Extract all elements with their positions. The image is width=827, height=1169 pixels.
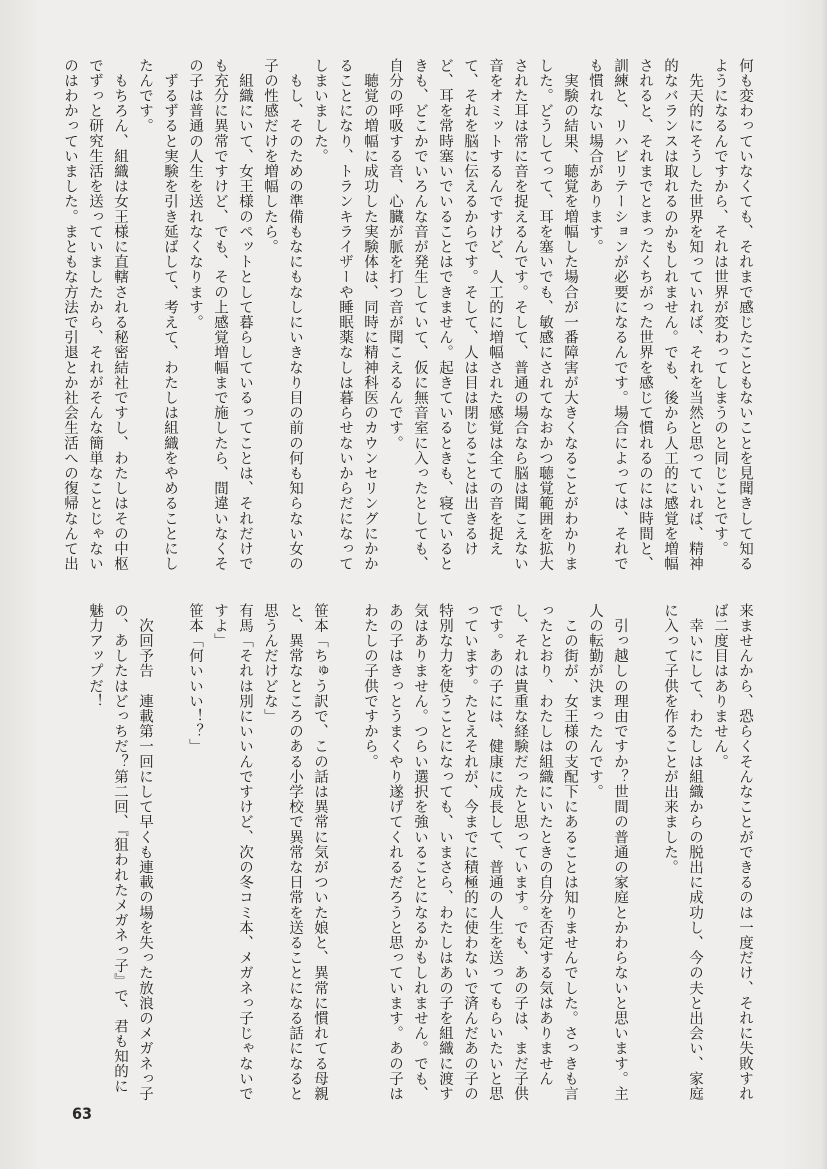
page-edge-shadow [821, 0, 827, 1169]
main-text-lower-block: 来ませんから、恐らくそんなことができるのは一度だけ、それに失敗すれば二度目はありません。 幸いにして、わたしは組織からの脱出に成功し、今の夫と出会い、家庭に入って子供を作ることが出来ました。 引っ越しの理由ですか？世間の普通の家庭とかわらないと思います。主人の転勤が決まったんです。 この街が、女王様の支配下にあることは知りませんでした。さっきも言ったとおり、わたしは組織にいたときの自分を否定する気はありませんし、それは貴重な経験だったと思っています。でも、あの子は、まだ子供です。あの子には、健康に成長して、普通の人生を送ってもらいたいと思っています。たとえそれが、今までに積極的に使わないで済んだあの子の特別な力を使うことになっても、いまさら、わたしはあの子を組織に渡す気はありません。つらい選択を強いることになるかもしれません。でも、あの子はきっとうまくやり遂げてくれるだろうと思っています。あの子はわたしの子供ですから。 笹本「ちゅう訳で、この話は異常に気がついた娘と、異常に慣れてる母親と、異常なところのある小学校で異常な日常を送ることになる話になると思うんだけどな」 有馬「それは別にいいんですけど、次の冬コミ本、メガネっ子じゃないですよ」 笹本「何いいい！？」 次回予告 連載第一回にして早くも連載の場を失った放浪のメガネっ子の、あしたはどっちだ？第二回、『狙われたメガネっ子』で、君も知的に魅力アップだ！ [87, 603, 753, 1102]
page-number: 63 [72, 1104, 93, 1123]
main-text-upper-block: 何も変わっていなくても、それまで感じたこともないことを見聞きして知るようになるんですから、それは世界が変わってしまうのと同じことです。 先天的にそうした世界を知っていれば、それを当然と思っていれば、精神的なバランスは取れるのかもしれません。でも、後から人工的に感覚を増幅されると、それまでとまったくちがった世界を感じて慣れるのには時間と、訓練と、リハビリテーションが必要になるんです。場合によっては、それでも慣れない場合があります。 実験の結果、聴覚を増幅した場合が一番障害が大きくなることがわかりました。どうしてって、耳を塞いでも、敏感にされてなおかつ聴覚範囲を拡大された耳は常に音を捉えるんです。そして、普通の場合なら脳は聞こえない音をオミットするんですけど、人工的に増幅された感覚は全ての音を捉えて、それを脳に伝えるからです。そして、人は目は閉じることは出きるけど、耳を常時塞いでいることはできません。起きているときも、寝ているときも、どこかでいろんな音が発生していて、仮に無音室に入ったとしても、自分の呼吸する音、心臓が脈を打つ音が聞こえるんです。 聴覚の増幅に成功した実験体は、同時に精神科医のカウンセリングにかかることになり、トランキライザーや睡眠薬なしは暮らせないからだになってしまいました。 もし、そのための準備もなにもなしにいきなり目の前の何も知らない女の子の性感だけを増幅したら。 組織にいて、女王様のペットとして暮らしているってことは、それだけでも充分に異常ですけど、でも、その上感覚増幅まで施したら、間違いなくその子は普通の人生を送れなくなります。 ずるずると実験を引き延ばして、考えて、わたしは組織をやめることにしたんです。 もちろん、組織は女王様に直轄される秘密結社ですし、わたしはその中枢でずっと研究生活を送っていましたから、それがそんな簡単なことじゃないのはわかっていました。まともな方法で引退とか社会生活への復帰なんて出 [62, 58, 753, 572]
